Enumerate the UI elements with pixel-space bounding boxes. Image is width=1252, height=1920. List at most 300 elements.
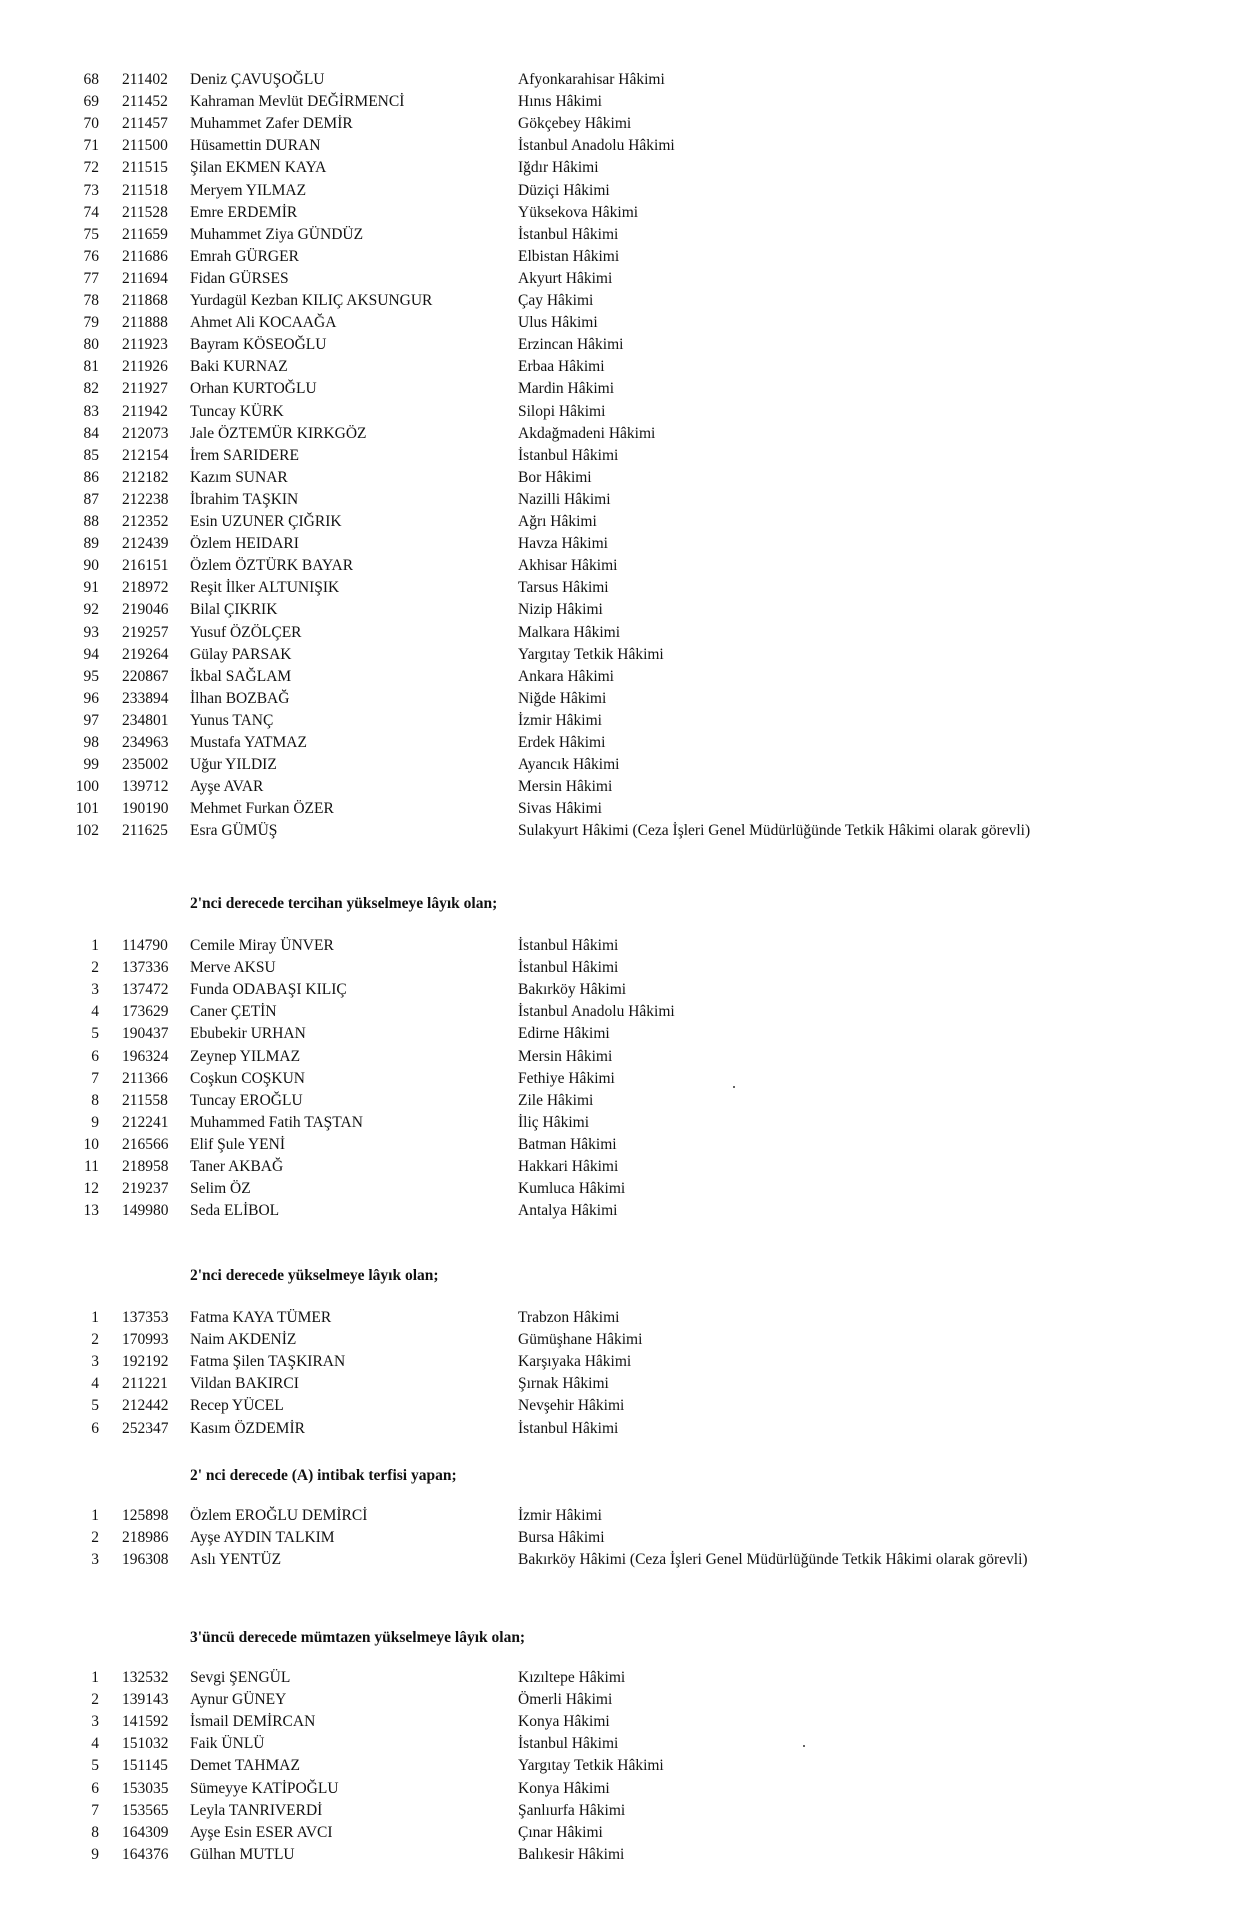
person-name: Kahraman Mevlüt DEĞİRMENCİ xyxy=(190,93,405,111)
person-name: Yusuf ÖZÖLÇER xyxy=(190,623,302,641)
sicil-number: 137353 xyxy=(122,1309,169,1326)
sicil-number: 153565 xyxy=(122,1801,169,1819)
person-name: Emrah GÜRGER xyxy=(190,247,299,265)
duty-station: Gökçebey Hâkimi xyxy=(518,115,632,133)
table-row xyxy=(0,555,1252,577)
row-number: 76 xyxy=(83,247,99,265)
duty-station: Bakırköy Hâkimi xyxy=(518,981,627,999)
sicil-number: 149980 xyxy=(122,1202,169,1220)
sicil-number: 212241 xyxy=(122,1113,169,1131)
row-number: 91 xyxy=(83,579,99,597)
sicil-number: 141592 xyxy=(122,1713,169,1731)
sicil-number: 190190 xyxy=(122,800,169,818)
sicil-number: 190437 xyxy=(122,1025,169,1043)
duty-station: Edirne Hâkimi xyxy=(518,1025,610,1043)
sicil-number: 218986 xyxy=(122,1529,169,1547)
sicil-number: 211927 xyxy=(122,380,168,398)
row-number: 5 xyxy=(91,1757,99,1775)
person-name: Muhammet Zafer DEMİR xyxy=(190,115,353,133)
section-heading: 2'nci derecede tercihan yükselmeye lâyık olan; xyxy=(190,895,498,912)
person-name: Şilan EKMEN KAYA xyxy=(190,159,327,177)
duty-station: Erdek Hâkimi xyxy=(518,734,606,751)
person-name: Vildan BAKIRCI xyxy=(190,1375,299,1393)
table-row xyxy=(0,1505,1252,1527)
sicil-number: 211366 xyxy=(122,1069,168,1087)
person-name: Ayşe AVAR xyxy=(190,778,264,796)
person-name: İrem SARIDERE xyxy=(190,446,299,464)
sicil-number: 218972 xyxy=(122,579,169,597)
duty-station: Gümüşhane Hâkimi xyxy=(518,1331,643,1349)
sicil-number: 211518 xyxy=(122,181,168,199)
row-number: 1 xyxy=(91,1507,99,1524)
duty-station: Ağrı Hâkimi xyxy=(518,513,597,530)
sicil-number: 211923 xyxy=(122,336,168,354)
duty-station: Nazilli Hâkimi xyxy=(518,490,611,508)
table-row xyxy=(0,710,1252,732)
person-name: Muhammed Fatih TAŞTAN xyxy=(190,1113,363,1131)
duty-station: Niğde Hâkimi xyxy=(518,689,607,707)
person-name: Faik ÜNLÜ xyxy=(190,1735,265,1753)
person-name: Yurdagül Kezban KILIÇ AKSUNGUR xyxy=(190,292,433,309)
section-heading: 3'üncü derecede mümtazen yükselmeye lâyık olan; xyxy=(190,1629,526,1646)
person-name: Kasım ÖZDEMİR xyxy=(190,1419,305,1437)
row-number: 1 xyxy=(91,1669,99,1686)
table-row xyxy=(0,1373,1252,1395)
table-row xyxy=(0,1329,1252,1351)
duty-station: Şanlıurfa Hâkimi xyxy=(518,1801,626,1819)
table-row xyxy=(0,957,1252,979)
person-name: İkbal SAĞLAM xyxy=(190,667,292,685)
table-row xyxy=(0,69,1252,91)
sicil-number: 220867 xyxy=(122,667,169,685)
person-name: Yunus TANÇ xyxy=(190,711,274,729)
sicil-number: 216566 xyxy=(122,1135,169,1153)
duty-station: Kumluca Hâkimi xyxy=(518,1180,626,1198)
duty-station: İstanbul Hâkimi xyxy=(518,1735,619,1753)
duty-station: Batman Hâkimi xyxy=(518,1135,617,1153)
duty-station: İstanbul Anadolu Hâkimi xyxy=(518,1003,675,1021)
sicil-number: 212352 xyxy=(122,513,169,530)
sicil-number: 216151 xyxy=(122,557,169,575)
sicil-number: 212238 xyxy=(122,490,169,508)
row-number: 78 xyxy=(83,292,99,309)
row-number: 69 xyxy=(83,93,99,111)
row-number: 85 xyxy=(83,446,99,464)
row-number: 4 xyxy=(91,1735,99,1753)
row-number: 4 xyxy=(91,1003,99,1021)
duty-station: Bakırköy Hâkimi (Ceza İşleri Genel Müdürlüğünde Tetkik Hâkimi olarak görevli) xyxy=(518,1551,1028,1569)
duty-station: İzmir Hâkimi xyxy=(518,711,602,729)
duty-station: Akyurt Hâkimi xyxy=(518,269,613,287)
person-name: Demet TAHMAZ xyxy=(190,1757,300,1775)
table-row xyxy=(0,1667,1252,1689)
sicil-number: 211515 xyxy=(122,159,168,177)
sicil-number: 211888 xyxy=(122,314,168,332)
sicil-number: 211452 xyxy=(122,93,168,111)
person-name: Ayşe AYDIN TALKIM xyxy=(190,1529,335,1547)
duty-station: Yüksekova Hâkimi xyxy=(518,203,639,221)
table-row xyxy=(0,268,1252,290)
person-name: Bilal ÇIKRIK xyxy=(190,601,278,619)
sicil-number: 212439 xyxy=(122,535,169,553)
row-number: 12 xyxy=(83,1180,99,1198)
duty-station: İstanbul Hâkimi xyxy=(518,446,619,464)
row-number: 84 xyxy=(83,424,99,442)
scan-speck xyxy=(803,1745,805,1747)
sicil-number: 211558 xyxy=(122,1091,168,1109)
sicil-number: 196324 xyxy=(122,1047,169,1065)
table-row xyxy=(0,1800,1252,1822)
person-name: Gülhan MUTLU xyxy=(190,1845,295,1863)
row-number: 11 xyxy=(84,1158,99,1175)
table-row xyxy=(0,1046,1252,1068)
row-number: 3 xyxy=(91,1551,99,1569)
table-row xyxy=(0,577,1252,599)
duty-station: Sulakyurt Hâkimi (Ceza İşleri Genel Müdürlüğünde Tetkik Hâkimi olarak görevli) xyxy=(518,822,1031,840)
person-name: Muhammet Ziya GÜNDÜZ xyxy=(190,225,364,243)
duty-station: Havza Hâkimi xyxy=(518,535,608,553)
table-row xyxy=(0,113,1252,135)
row-number: 7 xyxy=(91,1801,99,1819)
person-name: Caner ÇETİN xyxy=(190,1003,277,1021)
person-name: Meryem YILMAZ xyxy=(190,181,307,199)
section-heading: 2' nci derecede (A) intibak terfisi yapan; xyxy=(190,1467,457,1484)
row-number: 94 xyxy=(83,645,99,663)
person-name: Uğur YILDIZ xyxy=(190,756,277,774)
duty-station: Nizip Hâkimi xyxy=(518,601,603,619)
table-row xyxy=(0,356,1252,378)
sicil-number: 139143 xyxy=(122,1691,169,1709)
duty-station: Mardin Hâkimi xyxy=(518,380,614,398)
row-number: 97 xyxy=(83,711,99,729)
row-number: 88 xyxy=(83,513,99,530)
duty-station: Ankara Hâkimi xyxy=(518,667,614,685)
table-row xyxy=(0,334,1252,356)
row-number: 1 xyxy=(91,937,99,954)
table-row xyxy=(0,1200,1252,1222)
duty-station: İstanbul Hâkimi xyxy=(518,959,619,977)
duty-station: Silopi Hâkimi xyxy=(518,402,606,420)
duty-station: Iğdır Hâkimi xyxy=(518,159,599,177)
person-name: Fatma Şilen TAŞKIRAN xyxy=(190,1353,346,1371)
duty-station: Düziçi Hâkimi xyxy=(518,181,610,199)
duty-station: Ayancık Hâkimi xyxy=(518,756,620,774)
person-name: Tuncay KÜRK xyxy=(190,402,284,420)
duty-station: Fethiye Hâkimi xyxy=(518,1069,615,1087)
sicil-number: 219257 xyxy=(122,623,169,641)
row-number: 93 xyxy=(83,623,99,641)
duty-station: Erzincan Hâkimi xyxy=(518,336,624,354)
sicil-number: 164309 xyxy=(122,1823,169,1841)
row-number: 100 xyxy=(75,778,99,796)
table-row xyxy=(0,666,1252,688)
row-number: 92 xyxy=(83,601,99,619)
sicil-number: 211868 xyxy=(122,292,168,309)
table-row xyxy=(0,91,1252,113)
duty-station: Akdağmadeni Hâkimi xyxy=(518,424,656,442)
row-number: 1 xyxy=(91,1309,99,1326)
table-row xyxy=(0,776,1252,798)
table-row xyxy=(0,1733,1252,1755)
duty-station: Akhisar Hâkimi xyxy=(518,557,618,575)
scan-speck xyxy=(733,1086,735,1088)
table-row xyxy=(0,1778,1252,1800)
row-number: 2 xyxy=(91,959,99,977)
sicil-number: 139712 xyxy=(122,778,169,796)
table-row xyxy=(0,1134,1252,1156)
table-row xyxy=(0,754,1252,776)
duty-station: Mersin Hâkimi xyxy=(518,778,613,796)
person-name: Özlem ÖZTÜRK BAYAR xyxy=(190,557,354,575)
person-name: İlhan BOZBAĞ xyxy=(190,689,290,707)
table-row xyxy=(0,644,1252,666)
table-row xyxy=(0,1068,1252,1090)
duty-station: Zile Hâkimi xyxy=(518,1091,594,1109)
sicil-number: 164376 xyxy=(122,1845,169,1863)
duty-station: İstanbul Hâkimi xyxy=(518,937,619,954)
sicil-number: 211659 xyxy=(122,225,168,243)
sicil-number: 211221 xyxy=(122,1375,168,1393)
duty-station: Konya Hâkimi xyxy=(518,1779,610,1797)
duty-station: Mersin Hâkimi xyxy=(518,1047,613,1065)
duty-station: Elbistan Hâkimi xyxy=(518,247,620,265)
table-row xyxy=(0,401,1252,423)
person-name: Esra GÜMÜŞ xyxy=(190,822,278,840)
sicil-number: 234801 xyxy=(122,711,169,729)
duty-station: Erbaa Hâkimi xyxy=(518,358,605,376)
table-row xyxy=(0,467,1252,489)
person-name: Ebubekir URHAN xyxy=(190,1025,306,1043)
sicil-number: 151032 xyxy=(122,1735,169,1753)
duty-station: Karşıyaka Hâkimi xyxy=(518,1353,632,1371)
table-row xyxy=(0,157,1252,179)
sicil-number: 219046 xyxy=(122,601,169,619)
person-name: Fatma KAYA TÜMER xyxy=(190,1309,332,1326)
row-number: 5 xyxy=(91,1397,99,1415)
sicil-number: 234963 xyxy=(122,734,169,751)
person-name: Merve AKSU xyxy=(190,959,276,977)
table-row xyxy=(0,533,1252,555)
sicil-number: 132532 xyxy=(122,1669,169,1686)
row-number: 2 xyxy=(91,1691,99,1709)
sicil-number: 212442 xyxy=(122,1397,169,1415)
sicil-number: 252347 xyxy=(122,1419,169,1437)
person-name: Tuncay EROĞLU xyxy=(190,1091,303,1109)
duty-station: Tarsus Hâkimi xyxy=(518,579,609,597)
table-row xyxy=(0,511,1252,533)
person-name: Cemile Miray ÜNVER xyxy=(190,937,334,954)
duty-station: Sivas Hâkimi xyxy=(518,800,602,818)
sicil-number: 218958 xyxy=(122,1158,169,1175)
table-row xyxy=(0,224,1252,246)
row-number: 87 xyxy=(83,490,99,508)
row-number: 102 xyxy=(75,822,99,840)
table-row xyxy=(0,1844,1252,1866)
duty-station: Yargıtay Tetkik Hâkimi xyxy=(518,645,664,663)
row-number: 7 xyxy=(91,1069,99,1087)
person-name: Selim ÖZ xyxy=(190,1180,251,1198)
duty-station: İstanbul Hâkimi xyxy=(518,225,619,243)
row-number: 90 xyxy=(83,557,99,575)
sicil-number: 219264 xyxy=(122,645,169,663)
person-name: Zeynep YILMAZ xyxy=(190,1047,301,1065)
sicil-number: 235002 xyxy=(122,756,169,774)
row-number: 6 xyxy=(91,1419,99,1437)
person-name: Baki KURNAZ xyxy=(190,358,288,376)
duty-station: Bor Hâkimi xyxy=(518,468,592,486)
duty-station: Hınıs Hâkimi xyxy=(518,93,602,111)
sicil-number: 219237 xyxy=(122,1180,169,1198)
table-row xyxy=(0,1689,1252,1711)
row-number: 9 xyxy=(91,1845,99,1863)
table-row xyxy=(0,1711,1252,1733)
row-number: 3 xyxy=(91,1713,99,1731)
sicil-number: 211457 xyxy=(122,115,168,133)
person-name: Hüsamettin DURAN xyxy=(190,137,321,155)
person-name: Mehmet Furkan ÖZER xyxy=(190,800,334,818)
person-name: İbrahim TAŞKIN xyxy=(190,490,299,508)
row-number: 4 xyxy=(91,1375,99,1393)
person-name: Ayşe Esin ESER AVCI xyxy=(190,1823,333,1841)
row-number: 82 xyxy=(83,380,99,398)
duty-station: Çay Hâkimi xyxy=(518,292,594,309)
row-number: 96 xyxy=(83,689,99,707)
person-name: Bayram KÖSEOĞLU xyxy=(190,336,327,354)
table-row xyxy=(0,445,1252,467)
row-number: 2 xyxy=(91,1331,99,1349)
table-row xyxy=(0,246,1252,268)
duty-station: Ulus Hâkimi xyxy=(518,314,598,332)
sicil-number: 211402 xyxy=(122,71,168,88)
person-name: Reşit İlker ALTUNIŞIK xyxy=(190,579,340,597)
row-number: 70 xyxy=(83,115,99,133)
table-row xyxy=(0,1023,1252,1045)
person-name: Naim AKDENİZ xyxy=(190,1331,297,1349)
table-row xyxy=(0,135,1252,157)
person-name: Taner AKBAĞ xyxy=(190,1158,284,1175)
row-number: 86 xyxy=(83,468,99,486)
sicil-number: 211528 xyxy=(122,203,168,221)
sicil-number: 125898 xyxy=(122,1507,169,1524)
row-number: 5 xyxy=(91,1025,99,1043)
duty-station: Kızıltepe Hâkimi xyxy=(518,1669,626,1686)
table-row xyxy=(0,732,1252,754)
sicil-number: 151145 xyxy=(122,1757,168,1775)
duty-station: Hakkari Hâkimi xyxy=(518,1158,619,1175)
table-row xyxy=(0,312,1252,334)
table-row xyxy=(0,798,1252,820)
row-number: 98 xyxy=(83,734,99,751)
row-number: 8 xyxy=(91,1091,99,1109)
person-name: Jale ÖZTEMÜR KIRKGÖZ xyxy=(190,424,367,442)
duty-station: Trabzon Hâkimi xyxy=(518,1309,620,1326)
person-name: Aslı YENTÜZ xyxy=(190,1551,282,1569)
row-number: 3 xyxy=(91,1353,99,1371)
table-row xyxy=(0,423,1252,445)
duty-station: Ömerli Hâkimi xyxy=(518,1691,613,1709)
row-number: 9 xyxy=(91,1113,99,1131)
sicil-number: 153035 xyxy=(122,1779,169,1797)
duty-station: Balıkesir Hâkimi xyxy=(518,1845,625,1863)
person-name: Ahmet Ali KOCAAĞA xyxy=(190,314,337,332)
duty-station: Şırnak Hâkimi xyxy=(518,1375,609,1393)
table-row xyxy=(0,1527,1252,1549)
row-number: 73 xyxy=(83,181,99,199)
row-number: 75 xyxy=(83,225,99,243)
table-row xyxy=(0,1418,1252,1440)
person-name: Mustafa YATMAZ xyxy=(190,734,307,751)
duty-station: Nevşehir Hâkimi xyxy=(518,1397,625,1415)
person-name: Elif Şule YENİ xyxy=(190,1135,285,1153)
table-row xyxy=(0,935,1252,957)
table-row xyxy=(0,599,1252,621)
table-row xyxy=(0,1090,1252,1112)
row-number: 81 xyxy=(83,358,99,376)
sicil-number: 196308 xyxy=(122,1551,169,1569)
sicil-number: 211926 xyxy=(122,358,168,376)
section-heading: 2'nci derecede yükselmeye lâyık olan; xyxy=(190,1267,439,1284)
duty-station: İzmir Hâkimi xyxy=(518,1507,602,1524)
person-name: Sümeyye KATİPOĞLU xyxy=(190,1779,339,1797)
person-name: Emre ERDEMİR xyxy=(190,203,298,221)
person-name: Leyla TANRIVERDİ xyxy=(190,1801,323,1819)
table-row xyxy=(0,1112,1252,1134)
person-name: Fidan GÜRSES xyxy=(190,269,289,287)
row-number: 89 xyxy=(83,535,99,553)
duty-station: Bursa Hâkimi xyxy=(518,1529,605,1547)
duty-station: Konya Hâkimi xyxy=(518,1713,610,1731)
sicil-number: 170993 xyxy=(122,1331,169,1349)
row-number: 95 xyxy=(83,667,99,685)
sicil-number: 212182 xyxy=(122,468,169,486)
row-number: 68 xyxy=(83,71,99,88)
person-name: Coşkun COŞKUN xyxy=(190,1069,305,1087)
sicil-number: 212154 xyxy=(122,446,169,464)
person-name: Aynur GÜNEY xyxy=(190,1691,287,1709)
sicil-number: 192192 xyxy=(122,1353,169,1371)
row-number: 2 xyxy=(91,1529,99,1547)
duty-station: İliç Hâkimi xyxy=(518,1113,590,1131)
row-number: 101 xyxy=(75,800,99,818)
table-row xyxy=(0,1001,1252,1023)
table-row xyxy=(0,1755,1252,1777)
sicil-number: 114790 xyxy=(122,937,168,954)
person-name: Orhan KURTOĞLU xyxy=(190,380,317,398)
table-row xyxy=(0,820,1252,842)
table-row xyxy=(0,290,1252,312)
table-row xyxy=(0,489,1252,511)
table-row xyxy=(0,1395,1252,1417)
table-row xyxy=(0,688,1252,710)
table-row xyxy=(0,1156,1252,1178)
row-number: 77 xyxy=(83,269,99,287)
sicil-number: 137336 xyxy=(122,959,169,977)
sicil-number: 137472 xyxy=(122,981,169,999)
row-number: 79 xyxy=(83,314,99,332)
sicil-number: 211942 xyxy=(122,402,168,420)
table-row xyxy=(0,1549,1252,1571)
person-name: İsmail DEMİRCAN xyxy=(190,1713,316,1731)
person-name: Özlem HEIDARI xyxy=(190,535,299,553)
row-number: 6 xyxy=(91,1047,99,1065)
table-row xyxy=(0,622,1252,644)
row-number: 74 xyxy=(83,203,99,221)
person-name: Sevgi ŞENGÜL xyxy=(190,1669,291,1686)
row-number: 3 xyxy=(91,981,99,999)
row-number: 83 xyxy=(83,402,99,420)
row-number: 80 xyxy=(83,336,99,354)
table-row xyxy=(0,979,1252,1001)
